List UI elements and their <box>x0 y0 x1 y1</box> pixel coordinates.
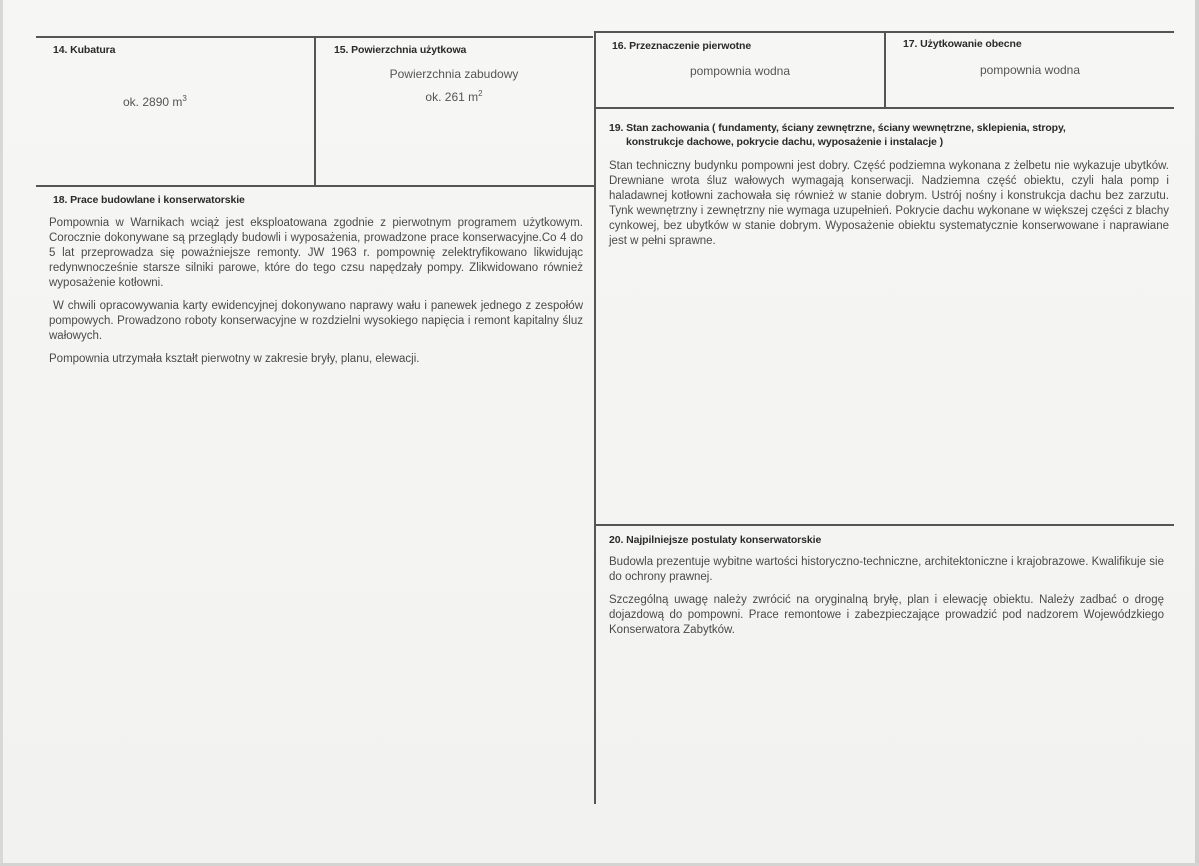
field-kubatura <box>53 43 308 57</box>
field-17-label: 17. Użytkowanie obecne <box>903 38 1022 50</box>
field-20-paragraph: Budowla prezentuje wybitne wartości historyczno-techniczne, architektoniczne i krajobrazowe. Kwalifikuje sie do ochrony prawnej. <box>609 556 1164 583</box>
field-stan-zachowania <box>609 121 1169 257</box>
field-19-body <box>609 159 1169 249</box>
field-18-label: 18. Prace budowlane i konserwatorskie <box>53 194 245 206</box>
kubatura-number: ok. 2890 m <box>123 95 183 109</box>
field-18-paragraph: Pompownia w Warnikach wciąż jest eksploatowana zgodnie z pierwotnym programem użytkowym. Corocznie dokonywane są przeglądy budowli i wyposażenia, prowadzone prace konserwacyjne.Co 4 do 5 lat przeprowadza się poważniejsze remonty. JW 1963 r. pompownię zelektryfikowano likwidując redynwnocześnie starsze silniki parowe, które do tego czsu napędzały pompy. Zlikwidowano również wyposażenie kotłowni. <box>49 217 583 289</box>
field-19-label-line1: 19. Stan zachowania ( fundamenty, ściany zewnętrzne, ściany wewnętrzne, sklepienia, stropy, <box>609 122 1066 134</box>
powierzchnia-number: ok. 261 m <box>425 90 479 104</box>
powierzchnia-zabudowy-label <box>316 66 592 82</box>
field-prace-budowlane <box>49 193 583 375</box>
powierzchnia-unit-exponent: 2 <box>478 89 483 98</box>
field-18-paragraph: Pompownia utrzymała kształt pierwotny w zakresie bryły, planu, elewacji. <box>49 353 420 365</box>
field-20-body <box>609 555 1164 638</box>
field-20-label: 20. Najpilniejsze postulaty konserwatorskie <box>609 534 822 546</box>
kubatura-value <box>123 91 223 110</box>
rule-above-19 <box>595 107 1174 109</box>
center-divider <box>594 31 596 804</box>
field-powierzchnia <box>334 43 589 57</box>
field-przeznaczenie <box>612 39 877 53</box>
divider-14-15 <box>314 36 316 186</box>
field-16-label: 16. Przeznaczenie pierwotne <box>612 40 752 52</box>
field-19-label-line2: konstrukcje dachowe, pokrycie dachu, wyposażenie i instalacje ) <box>626 136 943 148</box>
field-uzytkowanie <box>903 37 1168 51</box>
field-14-label: 14. Kubatura <box>53 44 116 56</box>
przeznaczenie-value: pompownia wodna <box>689 64 791 78</box>
uzytkowanie-value: pompownia wodna <box>979 63 1081 77</box>
field-15-sublabel: Powierzchnia zabudowy <box>389 67 519 81</box>
field-postulaty <box>609 533 1164 646</box>
rule-above-20 <box>595 524 1174 526</box>
field-19-paragraph: Stan techniczny budynku pompowni jest dobry. Część podziemna wykonana z żelbetu nie wykazuje ubytków. Drewniane wrota śluz wałowych wymagają konserwacji. Nadziemna część obiektu, czyli hala pomp i haladawnej kotłowni zachowała się również w stanie dobrym. Ustrój nośny i konstrukcja dachu bez zarzutu. Tynk wewnętrzny i zewnętrzny nie wymaga uzupełnień. Pokrycie dachu wykonane w większej części z blachy cynkowej, bez ubytków w stanie dobrym. Wyposażenie obiektu systematycznie konserwowane i naprawiane jest w pełni sprawne. <box>609 160 1169 247</box>
scan-edge-right <box>1195 0 1199 866</box>
field-18-body <box>49 216 583 367</box>
field-15-label: 15. Powierzchnia użytkowa <box>334 44 467 56</box>
rule-above-18 <box>36 185 594 187</box>
kubatura-unit-exponent: 3 <box>182 94 187 103</box>
powierzchnia-value <box>316 86 592 105</box>
field-18-paragraph: W chwili opracowywania karty ewidencyjnej dokonywano naprawy wału i panewek jednego z zespołów pompowych. Prowadzono roboty konserwacyjne w rozdzielni wysokiego napięcia i remont kapitalny śluz wałowych. <box>49 300 583 342</box>
field-20-paragraph: Szczególną uwagę należy zwrócić na oryginalną bryłę, plan i elewację obiektu. Należy zadbać o drogę dojazdową do pompowni. Prace remontowe i zabezpieczające prowadzić pod nadzorem Wojewódzkiego Konserwatora Zabytków. <box>609 594 1164 636</box>
